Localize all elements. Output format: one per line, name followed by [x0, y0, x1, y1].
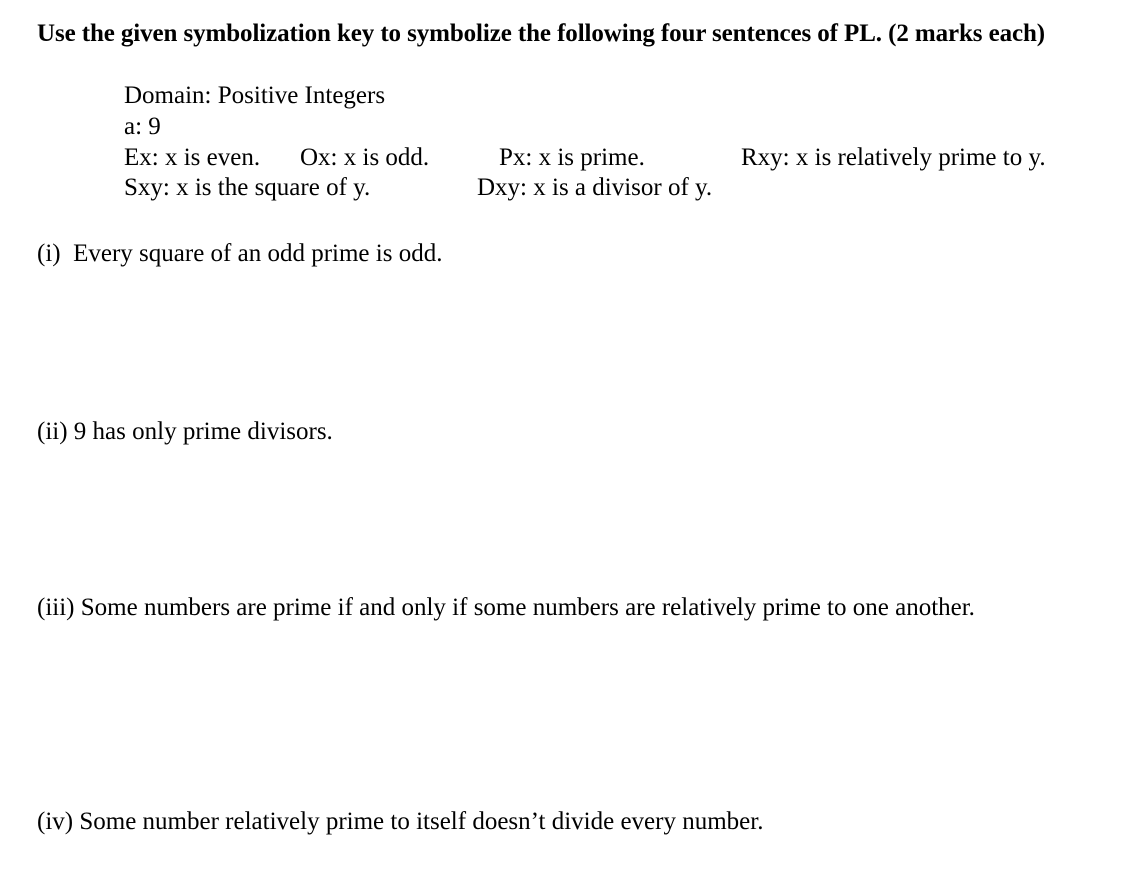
question-2: [37, 418, 333, 446]
question-text: 9 has only prime divisors.: [73, 418, 333, 445]
question-label: (iii): [37, 594, 75, 621]
predicate-relatively-prime: Rxy: x is relatively prime to y.: [741, 144, 1046, 171]
predicate-odd: Ox: x is odd.: [300, 144, 430, 171]
predicate-even: Ex: x is even.: [124, 144, 261, 171]
question-label: (iv): [37, 808, 74, 835]
question-1: [37, 240, 442, 268]
instructions-heading: Use the given symbolization key to symbolize the following four sentences of PL. (2 marks each): [37, 20, 1046, 47]
domain-line: Domain: Positive Integers: [124, 82, 386, 109]
question-4: [37, 808, 763, 836]
predicate-square: Sxy: x is the square of y.: [124, 174, 371, 201]
question-text: Some number relatively prime to itself doesn’t divide every number.: [79, 808, 764, 835]
question-3: [37, 594, 975, 622]
predicate-prime: Px: x is prime.: [499, 144, 645, 171]
predicate-divisor: Dxy: x is a divisor of y.: [477, 174, 713, 201]
question-label: (ii): [37, 418, 68, 445]
question-text: Every square of an odd prime is odd.: [73, 240, 443, 267]
question-label: (i): [37, 240, 61, 267]
constant-a: a: 9: [124, 113, 161, 140]
question-text: Some numbers are prime if and only if some numbers are relatively prime to one another.: [80, 594, 975, 621]
